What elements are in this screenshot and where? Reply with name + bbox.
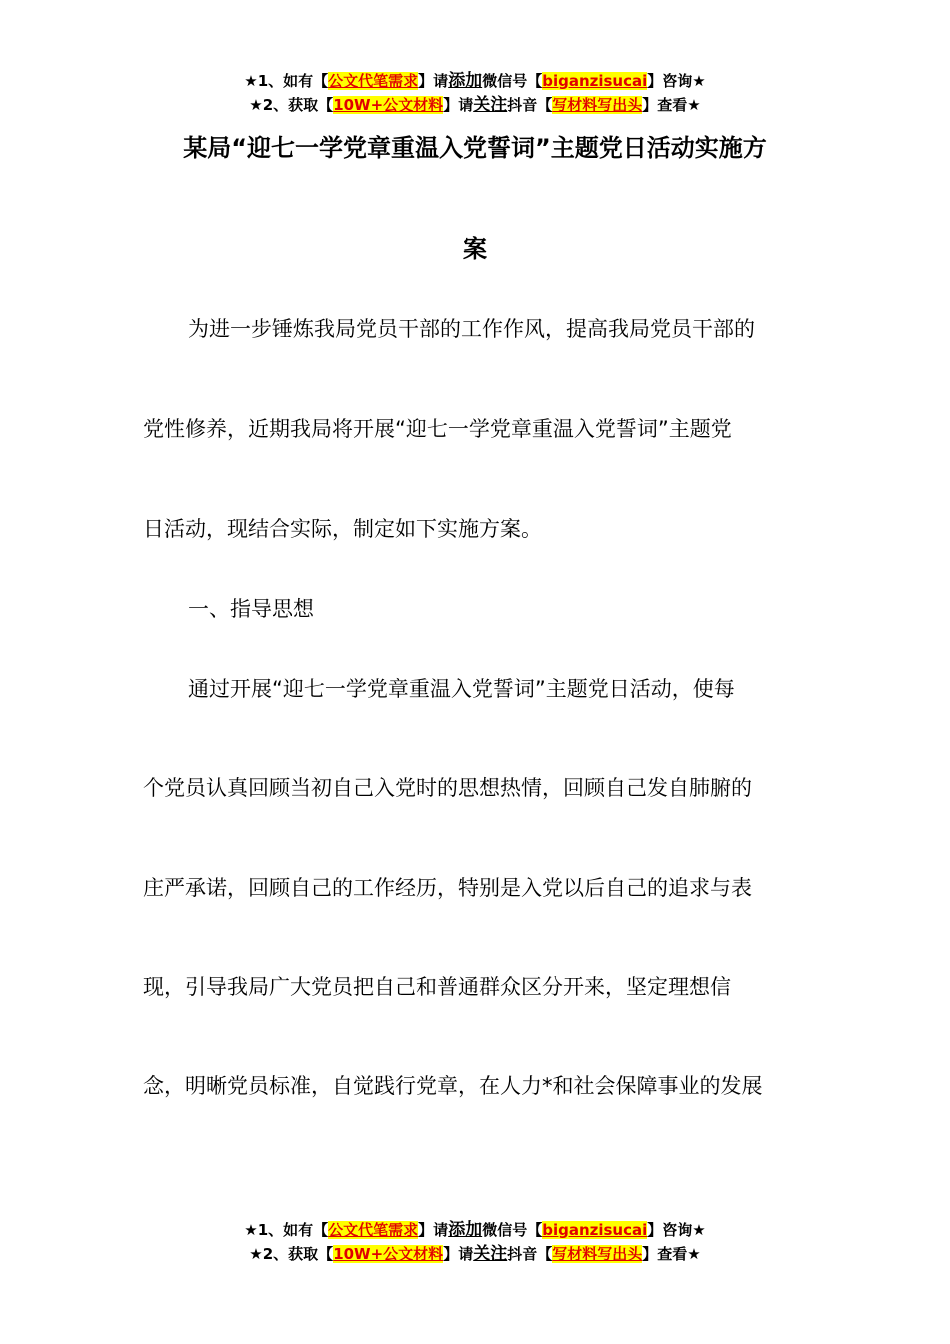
highlight-materials: 10W+公文材料 bbox=[333, 96, 444, 114]
banner-text: 抖音【 bbox=[507, 96, 553, 114]
banner-text: 】请 bbox=[443, 1245, 474, 1263]
body-line: 现，引导我局广大党员把自己和普通群众区分开来，坚定理想信 bbox=[143, 975, 731, 999]
banner-text: 】咨询★ bbox=[647, 72, 706, 90]
highlight-service: 公文代笔需求 bbox=[328, 72, 419, 90]
highlight-wechat-id: biganzisucai bbox=[542, 1221, 648, 1239]
banner-line-2 bbox=[0, 1242, 950, 1266]
highlight-wechat-id: biganzisucai bbox=[542, 72, 648, 90]
document-title-line-1: 某局“迎七一学党章重温入党誓词”主题党日活动实施方 bbox=[183, 134, 767, 162]
header-banner bbox=[0, 69, 950, 117]
body-line: 日活动，现结合实际，制定如下实施方案。 bbox=[143, 517, 542, 541]
banner-line-1 bbox=[0, 69, 950, 93]
section-heading: 一、指导思想 bbox=[188, 597, 314, 621]
banner-emphasis: 添加 bbox=[448, 1220, 483, 1240]
banner-text: ★1、如有【 bbox=[244, 1221, 329, 1239]
body-line: 为进一步锤炼我局党员干部的工作作风，提高我局党员干部的 bbox=[188, 317, 755, 341]
body-line: 庄严承诺，回顾自己的工作经历，特别是入党以后自己的追求与表 bbox=[143, 876, 752, 900]
banner-text: 微信号【 bbox=[482, 1221, 543, 1239]
banner-text: ★1、如有【 bbox=[244, 72, 329, 90]
body-line: 个党员认真回顾当初自己入党时的思想热情，回顾自己发自肺腑的 bbox=[143, 776, 752, 800]
banner-text: 】请 bbox=[418, 1221, 449, 1239]
banner-emphasis: 关注 bbox=[473, 95, 508, 115]
document-title-line-2: 案 bbox=[463, 235, 487, 263]
banner-text: 抖音【 bbox=[507, 1245, 553, 1263]
banner-text: 】请 bbox=[443, 96, 474, 114]
banner-text: 微信号【 bbox=[482, 72, 543, 90]
banner-line-1 bbox=[0, 1218, 950, 1242]
highlight-douyin-id: 写材料写出头 bbox=[552, 96, 643, 114]
highlight-materials: 10W+公文材料 bbox=[333, 1245, 444, 1263]
body-line: 念，明晰党员标准，自觉践行党章，在人力*和社会保障事业的发展 bbox=[143, 1074, 763, 1098]
banner-text: 】咨询★ bbox=[647, 1221, 706, 1239]
banner-text: ★2、获取【 bbox=[249, 1245, 334, 1263]
highlight-service: 公文代笔需求 bbox=[328, 1221, 419, 1239]
banner-emphasis: 添加 bbox=[448, 71, 483, 91]
banner-text: ★2、获取【 bbox=[249, 96, 334, 114]
banner-emphasis: 关注 bbox=[473, 1244, 508, 1264]
body-line: 党性修养，近期我局将开展“迎七一学党章重温入党誓词”主题党 bbox=[143, 417, 732, 441]
banner-line-2 bbox=[0, 93, 950, 117]
banner-text: 】查看★ bbox=[642, 96, 701, 114]
highlight-douyin-id: 写材料写出头 bbox=[552, 1245, 643, 1263]
banner-text: 】查看★ bbox=[642, 1245, 701, 1263]
banner-text: 】请 bbox=[418, 72, 449, 90]
body-line: 通过开展“迎七一学党章重温入党誓词”主题党日活动，使每 bbox=[188, 677, 735, 701]
footer-banner bbox=[0, 1218, 950, 1266]
